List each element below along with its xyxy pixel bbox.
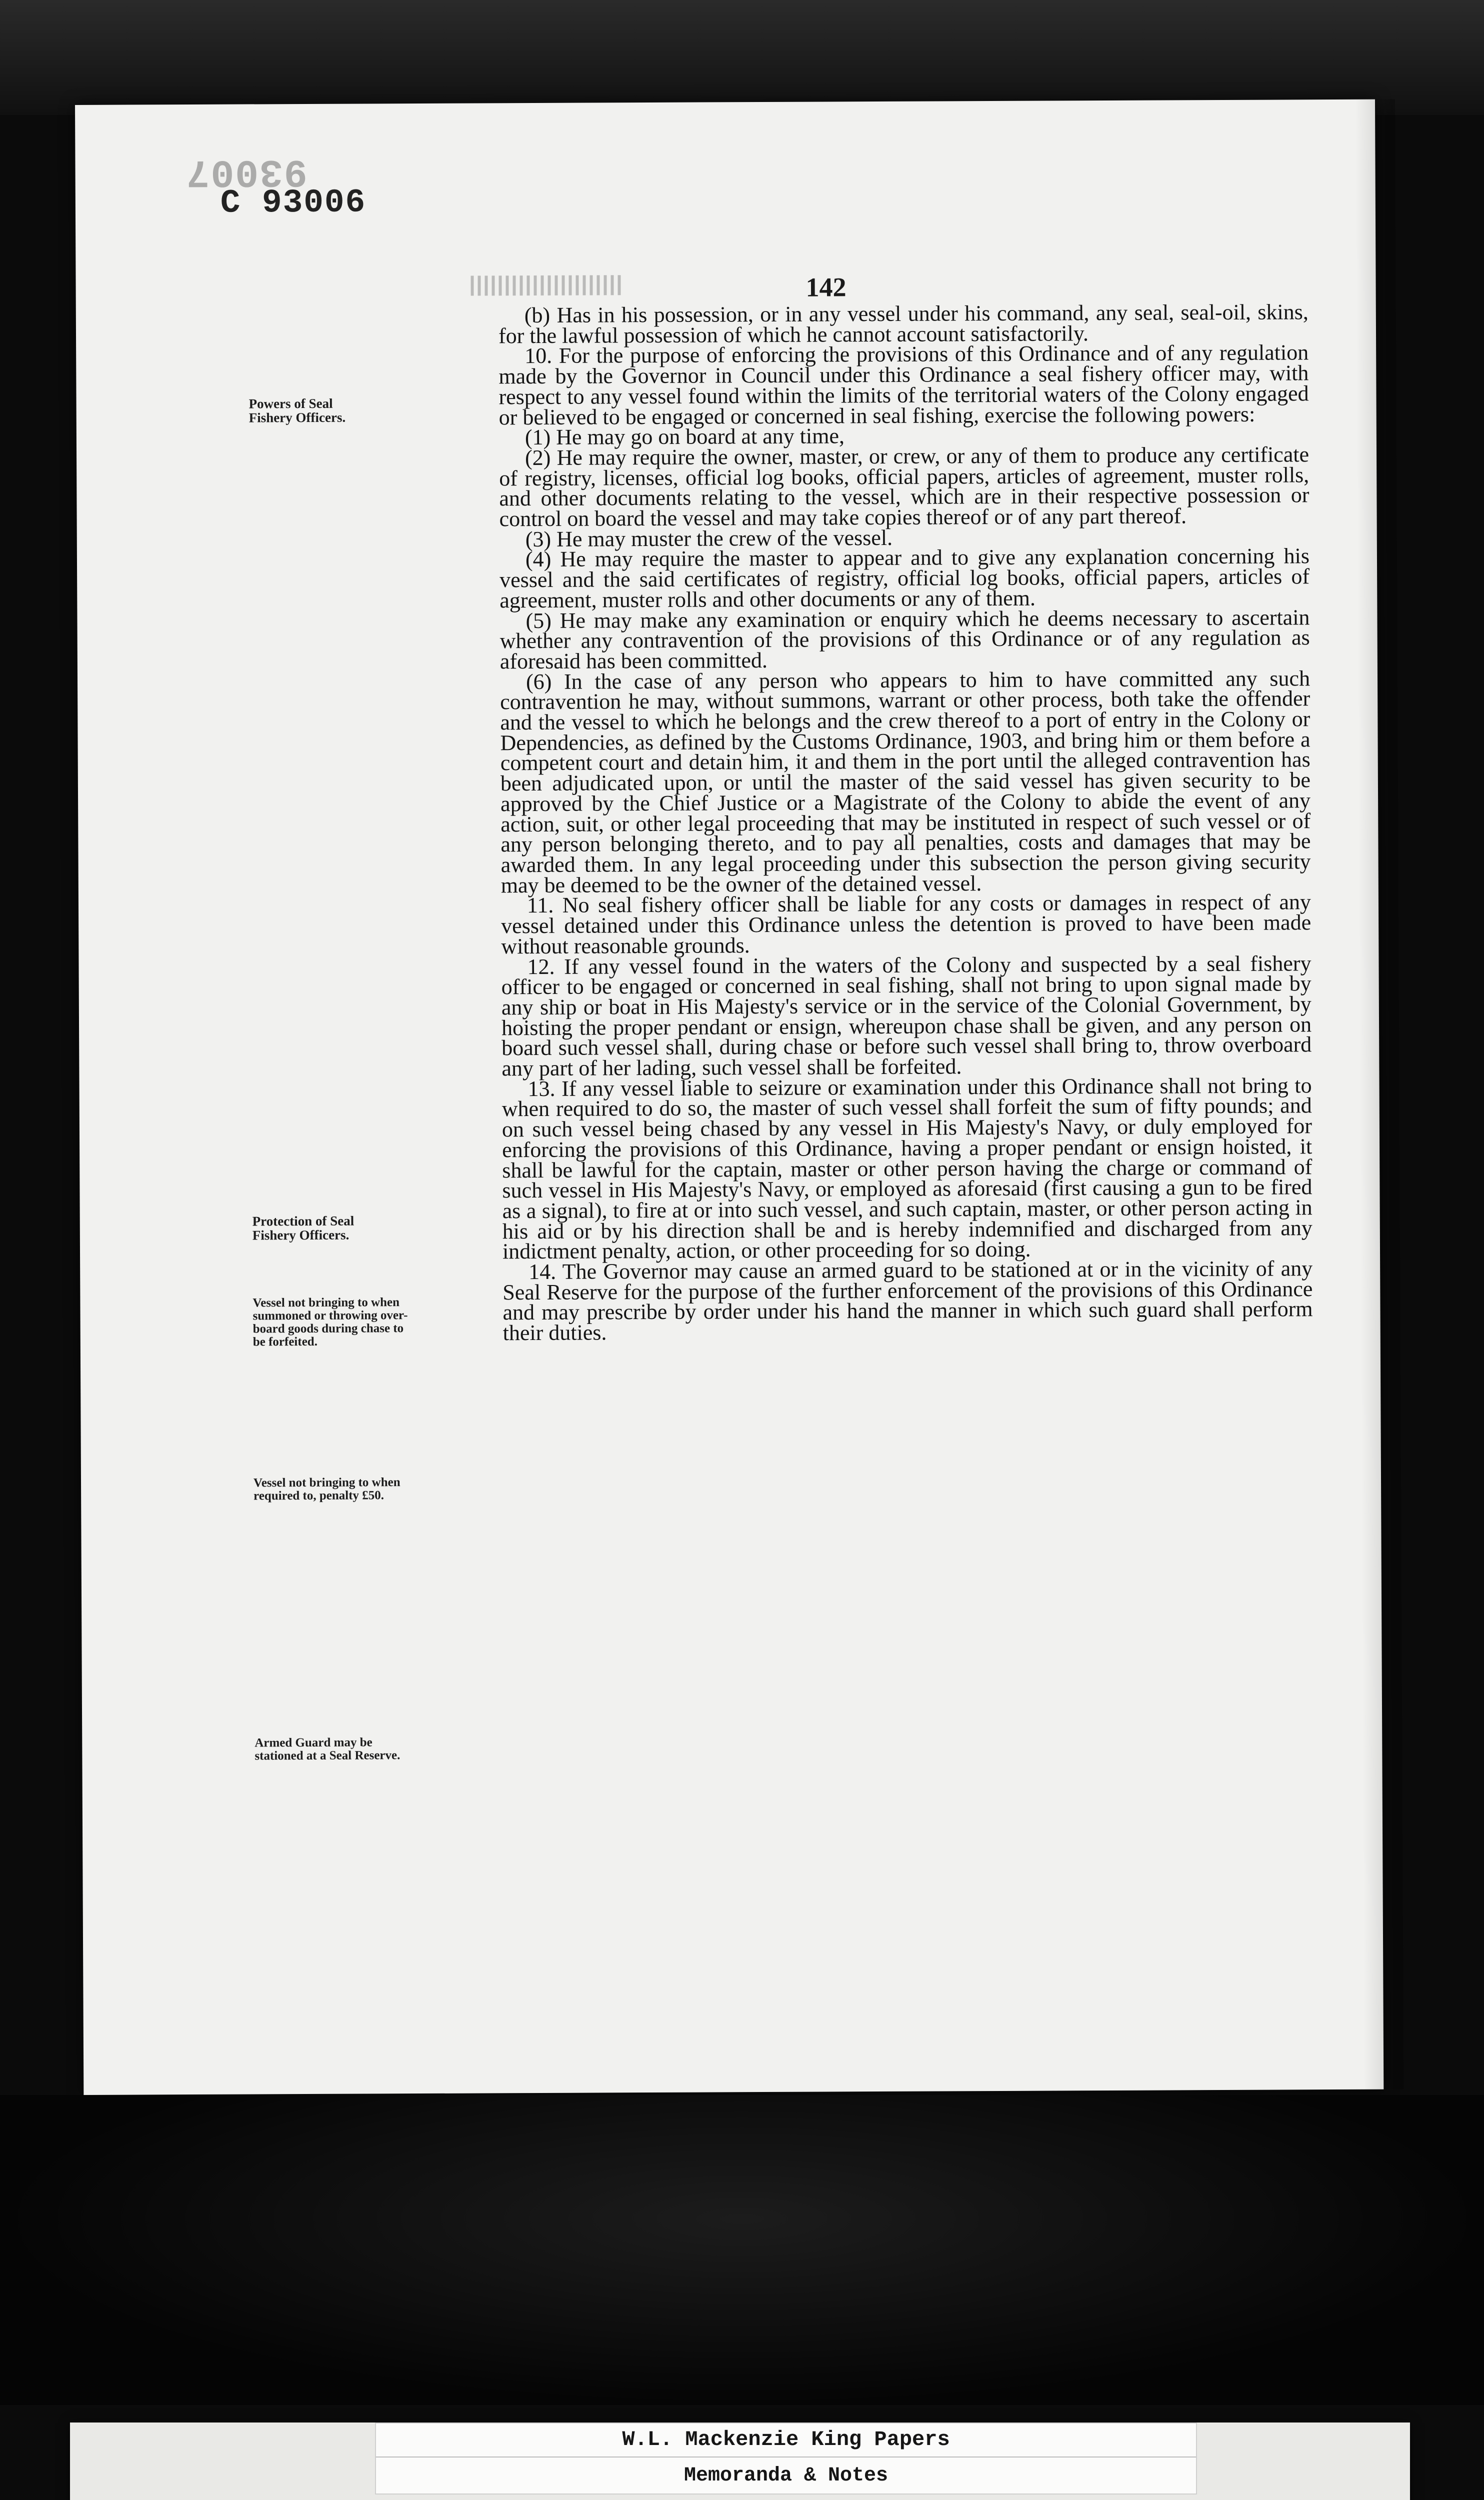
body-text bbox=[498, 302, 1313, 1344]
film-background bbox=[0, 2095, 1484, 2405]
margin-note-line: stationed at a Seal Reserve. bbox=[254, 1748, 400, 1763]
page-fold-shadow bbox=[1355, 99, 1404, 2089]
document-page bbox=[75, 100, 1384, 2095]
film-edge-top bbox=[0, 0, 1484, 115]
margin-note-line: Fishery Officers. bbox=[248, 410, 346, 426]
margin-note-armed-guard bbox=[254, 1736, 400, 1762]
collection-name: W.L. Mackenzie King Papers bbox=[622, 2428, 950, 2452]
collection-label bbox=[375, 2422, 1197, 2494]
paragraph-11: 11. No seal fishery officer shall be liable for any costs or damages in respect of any vessel detained under this Ordinance unless the detention is proved to have been made without reasonable grounds. bbox=[501, 890, 1312, 959]
collection-series: Memoranda & Notes bbox=[684, 2464, 888, 2487]
paragraph-14: 14. The Governor may cause an armed guard to be stationed at or in the vicinity of any Seal Reserve for the purpose of the further enforcement of the provisions of this Ordinance and may prescribe by order under his hand the manner in which such guard shall perform their duties. bbox=[502, 1256, 1313, 1346]
header-smudge bbox=[470, 275, 620, 296]
margin-note-powers bbox=[249, 396, 346, 425]
margin-note-line: summoned or throwing over- bbox=[252, 1308, 408, 1323]
margin-note-penalty bbox=[254, 1476, 400, 1502]
paragraph-b: (b) Has in his possession, or in any vessel under his command, any seal, seal-oil, skins, for the lawful possession of which he cannot account satisfactorily. bbox=[498, 300, 1308, 348]
label-divider bbox=[376, 2456, 1196, 2458]
page-number: 142 bbox=[806, 272, 846, 302]
paragraph-10-2: (2) He may require the owner, master, or crew, or any of them to produce any certificate of registry, licenses, official log books, official papers, articles of agreement, muster rolls, and other documents relating to the vessel, which are in their respective possession or control on board the vessel and may take copies thereof or of any part thereof. bbox=[499, 442, 1310, 532]
margin-note-vessel-forfeited bbox=[252, 1296, 408, 1348]
margin-note-line: Protection of Seal bbox=[252, 1213, 354, 1229]
paragraph-12: 12. If any vessel found in the waters of the Colony and suspected by a seal fishery officer to be engaged or concerned in seal fishing, shall not bring to upon signal made by any ship or boat in His Majesty's service or in the service of the Colonial Government, by hoisting the proper pendant or ensign, whereupon chase shall be given, and any person on board such vessel shall, during chase or before such vessel shall bring to, throw overboard any part of her lading, such vessel shall be forfeited. bbox=[501, 950, 1312, 1081]
margin-note-protection bbox=[252, 1214, 354, 1242]
margin-note-line: board goods during chase to bbox=[252, 1322, 404, 1336]
paragraph-10-3: (3) He may muster the crew of the vessel. bbox=[525, 525, 893, 552]
reference-stamp: C 93006 bbox=[220, 184, 366, 222]
paragraph-13: 13. If any vessel liable to seizure or examination under this Ordinance shall not bring to when required to do so, the master of such vessel shall forfeit the sum of fifty pounds; and on such vessel being chased by any vessel in His Majesty's Navy, or duly employed for enforcing the provisions of this Ordinance, having a proper pendant or ensign hoisted, it shall be lawful for the captain, master or other person having the charge or command of such vessel in His Majesty's Navy, or employed as aforesaid (first causing a gun to be fired as a signal), to fire at or into such vessel, and such captain, master, or other person acting in his aid or by his direction shall be and is hereby indemnified and discharged from any indictment penalty, action, or other proceeding for so doing. bbox=[502, 1072, 1312, 1264]
paragraph-10-1: (1) He may go on board at any time, bbox=[524, 424, 845, 450]
margin-note-line: Vessel not bringing to when bbox=[252, 1296, 400, 1310]
margin-note-line: Vessel not bringing to when bbox=[253, 1476, 400, 1490]
margin-note-line: Powers of Seal bbox=[248, 396, 333, 412]
margin-note-line: Fishery Officers. bbox=[252, 1227, 350, 1243]
paragraph-10-5: (5) He may make any examination or enquiry which he deems necessary to ascertain whether any contravention of the provisions of this Ordinance or of any regulation as aforesaid has been committed. bbox=[500, 604, 1310, 674]
archive-label-card bbox=[70, 2422, 1410, 2500]
paragraph-10-6: (6) In the case of any person who appears to him to have committed any such contravention he may, without summons, warrant or other process, both take the offender and the vessel to which he belongs and the crew thereof to a port of entry in the Colony or Dependencies, as defined by the Customs Ordinance, 1903, and bring him or them before a competent court and detain him, it and them in the port until the alleged contravention has been adjudicated upon, or until the master of the said vessel has given security to be approved by the Chief Justice or a Magistrate of the Colony to abide the event of any action, suit, or other legal proceeding that may be instituted in respect of such vessel or of any person belonging thereto, and to pay all penalties, costs and damages that may be awarded them. In any legal proceeding under this subsection the person giving security may be deemed to be the owner of the detained vessel. bbox=[500, 666, 1311, 898]
margin-note-line: be forfeited. bbox=[252, 1334, 318, 1349]
paragraph-10: 10. For the purpose of enforcing the provisions of this Ordinance and of any regulation made by the Governor in Council under this Ordinance a seal fishery officer may, with respect to any vessel found within the limits of the territorial waters of the Colony engaged or believed to be engaged or concerned in seal fishing, exercise the following powers: bbox=[498, 340, 1309, 430]
margin-note-line: Armed Guard may be bbox=[254, 1736, 372, 1750]
ghost-stamp: 93007 bbox=[185, 148, 308, 194]
margin-note-line: required to, penalty £50. bbox=[254, 1488, 384, 1503]
paragraph-10-4: (4) He may require the master to appear and to give any explanation concerning his vessel and the said certificates of registry, official log books, official papers, articles of agreement, muster rolls and other documents or any of them. bbox=[500, 544, 1310, 613]
